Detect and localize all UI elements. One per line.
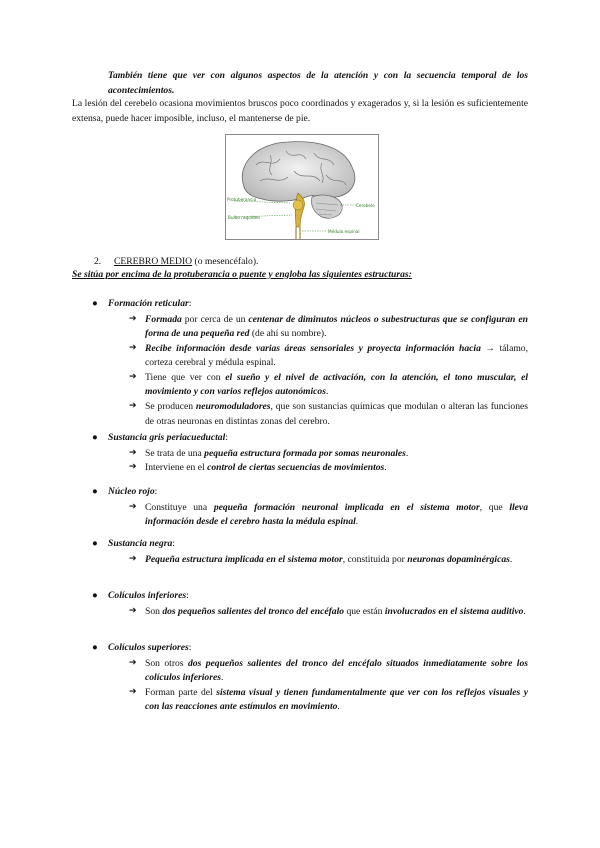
section-nucleo-rojo — [92, 485, 528, 530]
section-coliculos-superiores — [92, 641, 528, 715]
brain-figure — [225, 134, 379, 240]
label-cerebelo: Cerebelo — [356, 203, 375, 208]
list-item: ➔ Son dos pequeños salientes del tronco del encéfalo que están involucrados en el sistema auditivo. — [129, 605, 526, 617]
arrow-icon: ➔ — [129, 313, 137, 324]
heading-title: CEREBRO MEDIO — [114, 256, 193, 267]
arrow-icon: ➔ — [129, 462, 137, 473]
list-item: ➔ Formada por cerca de un centenar de diminutos núcleos o subestructuras que se configuran en forma de una pequeña red (de ahí su nombre). — [129, 313, 528, 340]
brain-illustration — [226, 135, 378, 239]
section-title: ● Núcleo rojo: — [92, 485, 528, 500]
list-item: ➔ Interviene en el control de ciertas secuencias de movimientos. — [129, 462, 387, 474]
list-item: ➔ Constituye una pequeña formación neuronal implicada en el sistema motor, que lleva información desde el cerebro hasta la médula espinal. — [129, 501, 528, 528]
paragraph-cerebelo-attention: También tiene que ver con algunos aspectos de la atención y con la secuencia temporal de los acontecimientos. — [108, 70, 528, 96]
label-bulbo: Bulbo raquídeo — [228, 215, 260, 220]
intro-text: Se sitúa por encima de la protuberancia o puente y engloba las siguientes estructuras: — [72, 269, 412, 280]
bullet-icon: ● — [92, 590, 98, 601]
bullet-icon: ● — [92, 432, 98, 443]
list-item: ➔ Son otros dos pequeños salientes del tronco del encéfalo situados inmediatamente sobre los colículos inferiores. — [129, 657, 528, 684]
list-item: ➔ Recibe información desde varias áreas sensoriales y proyecta información hacia → tálamo, corteza cerebral y médula espinal. — [129, 342, 528, 369]
bullet-icon: ● — [92, 538, 98, 549]
section-title: ● Formación reticular: — [92, 297, 528, 312]
list-item: ➔ Tiene que ver con el sueño y el nivel de activación, con la atención, el tono muscular, el movimiento y con varios reflejos autonómicos. — [129, 371, 528, 398]
arrow-icon: ➔ — [129, 657, 137, 668]
list-item: ➔ Se producen neuromoduladores, que son sustancias químicas que modulan o alteran las funciones de otras neuronas en distintas zonas del cerebro. — [129, 401, 528, 427]
arrow-icon: ➔ — [129, 447, 137, 458]
heading-rest: (o mesencéfalo). — [194, 256, 259, 267]
label-medula: Médula espinal — [328, 229, 360, 234]
section-formacion-reticular — [92, 297, 528, 429]
arrow-icon: ➔ — [129, 371, 137, 382]
section-sustancia-gris — [92, 431, 528, 476]
section-title: ● Colículos inferiores: — [92, 589, 528, 604]
bullet-icon: ● — [92, 642, 98, 653]
arrow-icon: ➔ — [129, 553, 137, 564]
arrow-icon: ➔ — [129, 501, 137, 512]
label-protuberancia: Protuberancia — [227, 197, 257, 202]
arrow-icon: ➔ — [129, 686, 137, 697]
section-sustancia-negra — [92, 537, 528, 567]
arrow-icon: ➔ — [129, 605, 137, 616]
arrow-icon: ➔ — [129, 342, 137, 353]
heading-number: 2. — [94, 256, 102, 267]
list-item: ➔ Pequeña estructura implicada en el sistema motor, constituida por neuronas dopaminérgicas. — [129, 553, 513, 565]
list-item: ➔ Se trata de una pequeña estructura formada por somas neuronales. — [129, 447, 409, 459]
bullet-icon: ● — [92, 486, 98, 497]
section-title: ● Sustancia negra: — [92, 537, 528, 552]
section-title: ● Sustancia gris periacueductal: — [92, 431, 528, 446]
section-coliculos-inferiores — [92, 589, 528, 619]
paragraph-cerebelo-lesion: La lesión del cerebelo ocasiona movimientos bruscos poco coordinados y exagerados y, si la lesión es suficientemente extensa, puede hacer imposible, incluso, el mantenerse de pie. — [72, 98, 528, 124]
section-title: ● Colículos superiores: — [92, 641, 528, 656]
bullet-icon: ● — [92, 298, 98, 309]
list-item: ➔ Forman parte del sistema visual y tienen fundamentalmente que ver con los reflejos visuales y con las reacciones ante estímulos en movimiento. — [129, 686, 529, 713]
arrow-icon: ➔ — [129, 401, 137, 412]
